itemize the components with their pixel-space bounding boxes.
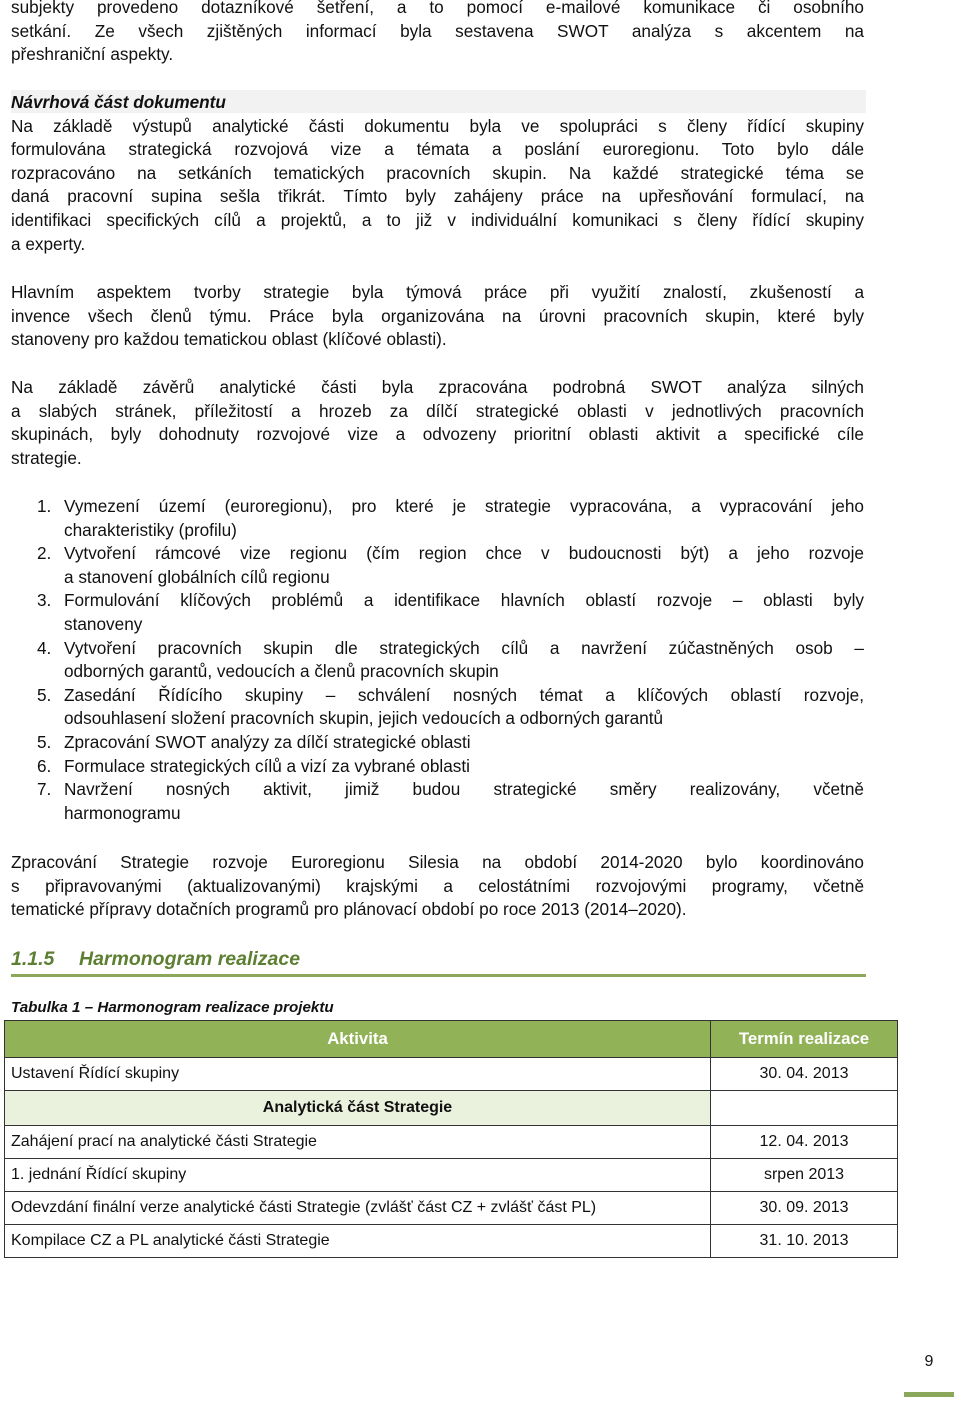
column-header-activity: Aktivita xyxy=(5,1021,711,1058)
date-cell: 30. 09. 2013 xyxy=(711,1192,898,1225)
list-number: 2. xyxy=(37,543,52,564)
teamwork-paragraph xyxy=(11,281,864,352)
list-item xyxy=(11,755,864,779)
section-title: Harmonogram realizace xyxy=(79,948,301,970)
table-caption: Tabulka 1 – Harmonogram realizace projektu xyxy=(11,999,334,1016)
coordination-paragraph xyxy=(11,851,864,922)
list-item xyxy=(11,495,864,542)
text-line: Hlavním aspektem tvorby strategie byla týmová práce při využití znalostí, zkušeností a xyxy=(11,282,864,302)
list-item xyxy=(11,731,864,755)
text-line: subjekty provedeno dotazníkové šetření, a to pomocí e-mailové komunikace či osobního xyxy=(11,0,864,17)
page-number: 9 xyxy=(924,1353,934,1370)
list-item xyxy=(11,684,864,731)
table-row xyxy=(5,1225,898,1258)
text-line: skupinách, byly dohodnuty rozvojové vize a odvozeny prioritní oblasti aktivit a specifické cíle xyxy=(11,424,864,445)
text-line: stanoveny pro každou tematickou oblast (klíčové oblasti). xyxy=(11,329,447,350)
list-number: 6. xyxy=(37,755,52,776)
text-line: Formulace strategických cílů a vizí za vybrané oblasti xyxy=(64,755,470,776)
list-number: 3. xyxy=(37,590,52,611)
text-line: setkání. Ze všech zjištěných informací byla sestavena SWOT analýza s akcentem na xyxy=(11,20,864,41)
design-section xyxy=(11,91,864,256)
activity-cell: Kompilace CZ a PL analytické části Strategie xyxy=(5,1225,711,1258)
text-line: Formulování klíčových problémů a identifikace hlavních oblastí rozvoje – oblasti byly xyxy=(64,590,864,611)
intro-paragraph xyxy=(11,0,864,67)
text-line: daná pracovní supina sešla třikrát. Tímto byly zahájeny práce na upřesňování formulací, na xyxy=(11,186,864,207)
table-subheader-row xyxy=(5,1091,898,1126)
text-line: strategie. xyxy=(11,447,82,468)
table-header-row xyxy=(5,1021,898,1058)
list-number: 7. xyxy=(37,779,52,800)
text-line: přeshraniční aspekty. xyxy=(11,44,174,65)
date-cell xyxy=(711,1091,898,1126)
list-item xyxy=(11,637,864,684)
table-row xyxy=(5,1126,898,1159)
text-line: tematické přípravy dotačních programů pro plánovací období po roce 2013 (2014–2020). xyxy=(11,899,687,920)
text-line: a slabých stránek, příležitostí a hrozeb za dílčí strategické oblasti v jednotlivých pracovních xyxy=(11,400,864,421)
column-header-date: Termín realizace xyxy=(711,1021,898,1058)
section-number: 1.1.5 xyxy=(11,948,55,970)
text-line: Na základě výstupů analytické části dokumentu byla ve spolupráci s členy řídící skupiny xyxy=(11,115,864,136)
text-line: Zpracování Strategie rozvoje Euroregionu Silesia na období 2014-2020 bylo koordinováno xyxy=(11,852,864,872)
date-cell: srpen 2013 xyxy=(711,1159,898,1192)
text-line: odborných garantů, vedoucích a členů pracovních skupin xyxy=(64,661,499,682)
date-cell: 30. 04. 2013 xyxy=(711,1058,898,1091)
text-line: invence všech členů týmu. Práce byla organizována na úrovni pracovních skupin, které byly xyxy=(11,305,864,326)
activity-cell: 1. jednání Řídící skupiny xyxy=(5,1159,711,1192)
swot-paragraph xyxy=(11,376,864,470)
text-line: odsouhlasení složení pracovních skupin, jejich vedoucích a odborných garantů xyxy=(64,708,664,729)
page-number-rule xyxy=(904,1392,954,1397)
text-line: Vytvoření pracovních skupin dle strategických cílů a navržení zúčastněných osob – xyxy=(64,637,864,658)
text-line: a experty. xyxy=(11,233,86,254)
table-row xyxy=(5,1159,898,1192)
list-item xyxy=(11,778,864,825)
date-cell: 12. 04. 2013 xyxy=(711,1126,898,1159)
list-item xyxy=(11,589,864,636)
list-number: 4. xyxy=(37,637,52,658)
text-line: Vytvoření rámcové vize regionu (čím region chce v budoucnosti být) a jeho rozvoje xyxy=(64,543,864,564)
list-number: 5. xyxy=(37,684,52,705)
activity-cell: Zahájení prací na analytické části Strategie xyxy=(5,1126,711,1159)
list-number: 1. xyxy=(37,496,52,516)
date-cell: 31. 10. 2013 xyxy=(711,1225,898,1258)
steps-list xyxy=(11,495,864,825)
text-line: rozpracováno na setkáních tematických pracovních skupin. Na každé strategické téma se xyxy=(11,162,864,183)
text-line: a stanovení globálních cílů regionu xyxy=(64,566,330,587)
text-line: Zpracování SWOT analýzy za dílčí strategické oblasti xyxy=(64,731,471,752)
text-line: harmonogramu xyxy=(64,802,181,823)
text-line: Vymezení území (euroregionu), pro které je strategie vypracována, a vypracování jeho xyxy=(64,496,864,516)
section-heading xyxy=(11,946,866,977)
text-line: s připravovanými (aktualizovanými) krajskými a celostátními rozvojovými programy, včetně xyxy=(11,875,864,896)
activity-cell: Odevzdání finální verze analytické části Strategie (zvlášť část CZ + zvlášť část PL) xyxy=(5,1192,711,1225)
text-line: Na základě závěrů analytické části byla zpracována podrobná SWOT analýza silných xyxy=(11,377,864,397)
subheading: Návrhová část dokumentu xyxy=(11,92,226,112)
text-line: Navržení nosných aktivit, jimiž budou strategické směry realizovány, včetně xyxy=(64,779,864,800)
list-number: 5. xyxy=(37,731,52,752)
text-line: identifikaci specifických cílů a projektů, a to již v individuální komunikaci s členy řídící skupiny xyxy=(11,209,864,230)
activity-cell: Ustavení Řídící skupiny xyxy=(5,1058,711,1091)
text-line: formulována strategická rozvojová vize a témata a poslání euroregionu. Toto bylo dále xyxy=(11,139,864,160)
subheader-cell: Analytická část Strategie xyxy=(5,1091,711,1126)
table-row xyxy=(5,1058,898,1091)
text-line: stanoveny xyxy=(64,613,143,634)
schedule-table xyxy=(4,1020,898,1258)
text-line: charakteristiky (profilu) xyxy=(64,519,237,540)
table-row xyxy=(5,1192,898,1225)
list-item xyxy=(11,542,864,589)
text-line: Zasedání Řídícího skupiny – schválení nosných témat a klíčových oblastí rozvoje, xyxy=(64,684,864,705)
